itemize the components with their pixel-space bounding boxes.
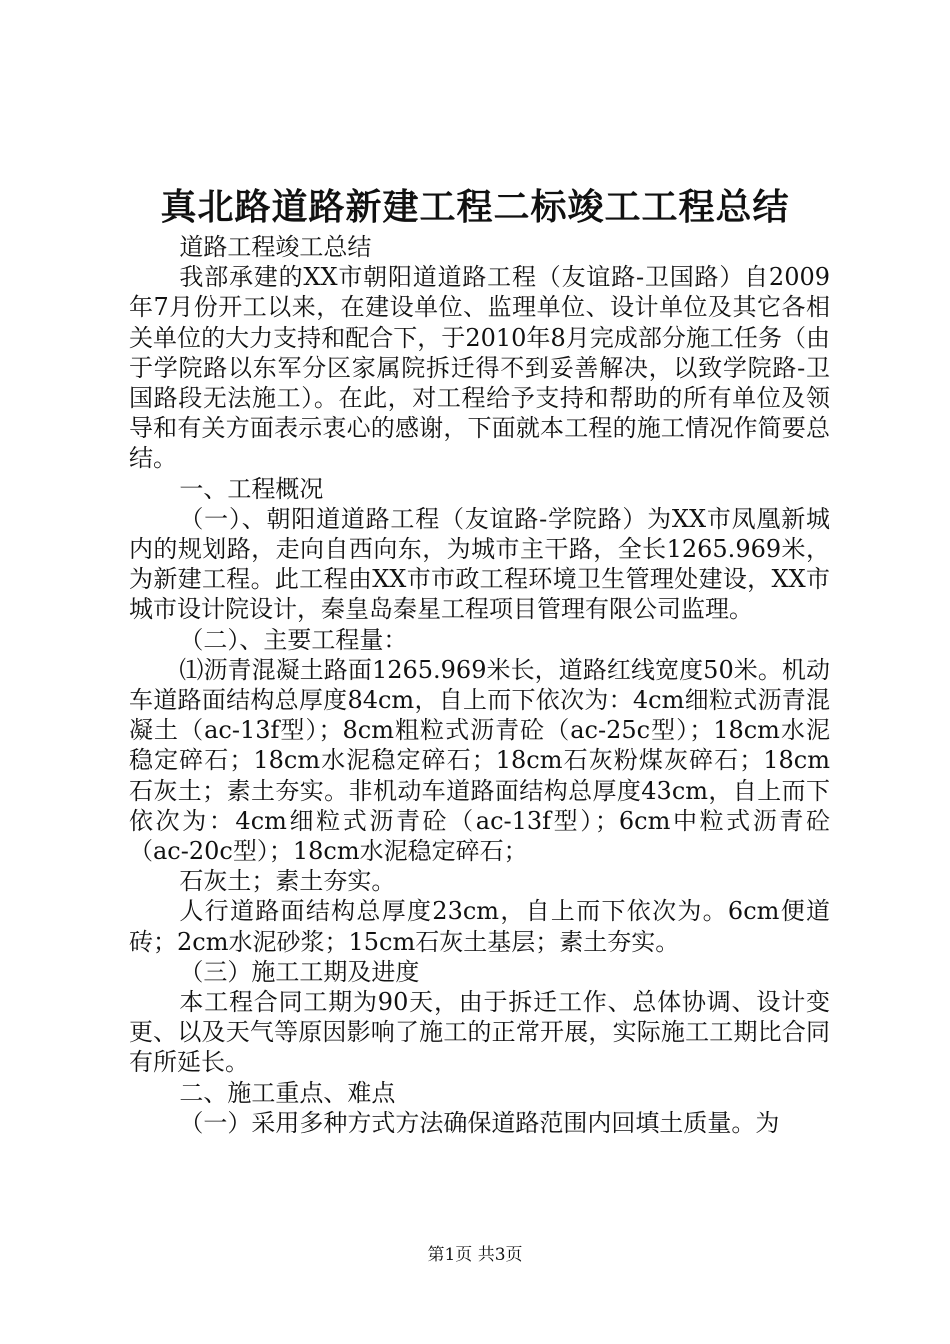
paragraph-quantities: ⑴沥青混凝土路面1265.969米长，道路红线宽度50米。机动车道路面结构总厚度84cm，自上而下依次为：4cm细粒式沥青混凝土（ac-13f型）；8cm粗粒式沥青砼（ac-25c型）；18cm水泥稳定碎石；18cm水泥稳定碎石；18cm石灰粉煤灰碎石；18cm石灰土；素土夯实。非机动车道路面结构总厚度43cm，自上而下依次为：4cm细粒式沥青砼（ac-13f型）；6cm中粒式沥青砼（ac-20c型）；18cm水泥稳定碎石； bbox=[129, 655, 830, 866]
paragraph-overview: （一）、朝阳道道路工程（友谊路-学院路）为XX市凤凰新城内的规划路，走向自西向东，为城市主干路，全长1265.969米，为新建工程。此工程由XX市市政工程环境卫生管理处建设，XX市城市设计院设计，秦皇岛秦星工程项目管理有限公司监理。 bbox=[129, 504, 830, 624]
section-heading-key-points: 二、施工重点、难点 bbox=[179, 1078, 396, 1107]
paragraph-lime-soil: 石灰土；素土夯实。 bbox=[179, 867, 396, 896]
section-heading-overview: 一、工程概况 bbox=[179, 474, 324, 503]
page-footer: 第1页 共3页 bbox=[427, 1245, 523, 1265]
subsection-heading-schedule: （三）施工工期及进度 bbox=[179, 957, 420, 986]
subsection-heading-quantities: （二）、主要工程量： bbox=[179, 625, 408, 654]
paragraph-sidewalk: 人行道路面结构总厚度23cm，自上而下依次为。6cm便道砖；2cm水泥砂浆；15cm石灰土基层；素土夯实。 bbox=[129, 897, 830, 956]
paragraph-schedule: 本工程合同工期为90天，由于拆迁工作、总体协调、设计变更、以及天气等原因影响了施工的正常开展，实际施工工期比合同有所延长。 bbox=[129, 988, 830, 1077]
document-body bbox=[129, 232, 830, 1138]
paragraph-subtitle: 道路工程竣工总结 bbox=[179, 233, 372, 261]
paragraph-intro: 我部承建的XX市朝阳道道路工程（友谊路-卫国路）自2009年7月份开工以来，在建设单位、监理单位、设计单位及其它各相关单位的大力支持和配合下，于2010年8月完成部分施工任务（由于学院路以东军分区家属院拆迁得不到妥善解决，以致学院路-卫国路段无法施工）。在此，对工程给予支持和帮助的所有单位及领导和有关方面表示衷心的感谢，下面就本工程的施工情况作简要总结。 bbox=[129, 263, 830, 473]
paragraph-backfill: （一）采用多种方式方法确保道路范围内回填土质量。为 bbox=[179, 1108, 780, 1137]
document-title: 真北路道路新建工程二标竣工工程总结 bbox=[160, 186, 790, 228]
